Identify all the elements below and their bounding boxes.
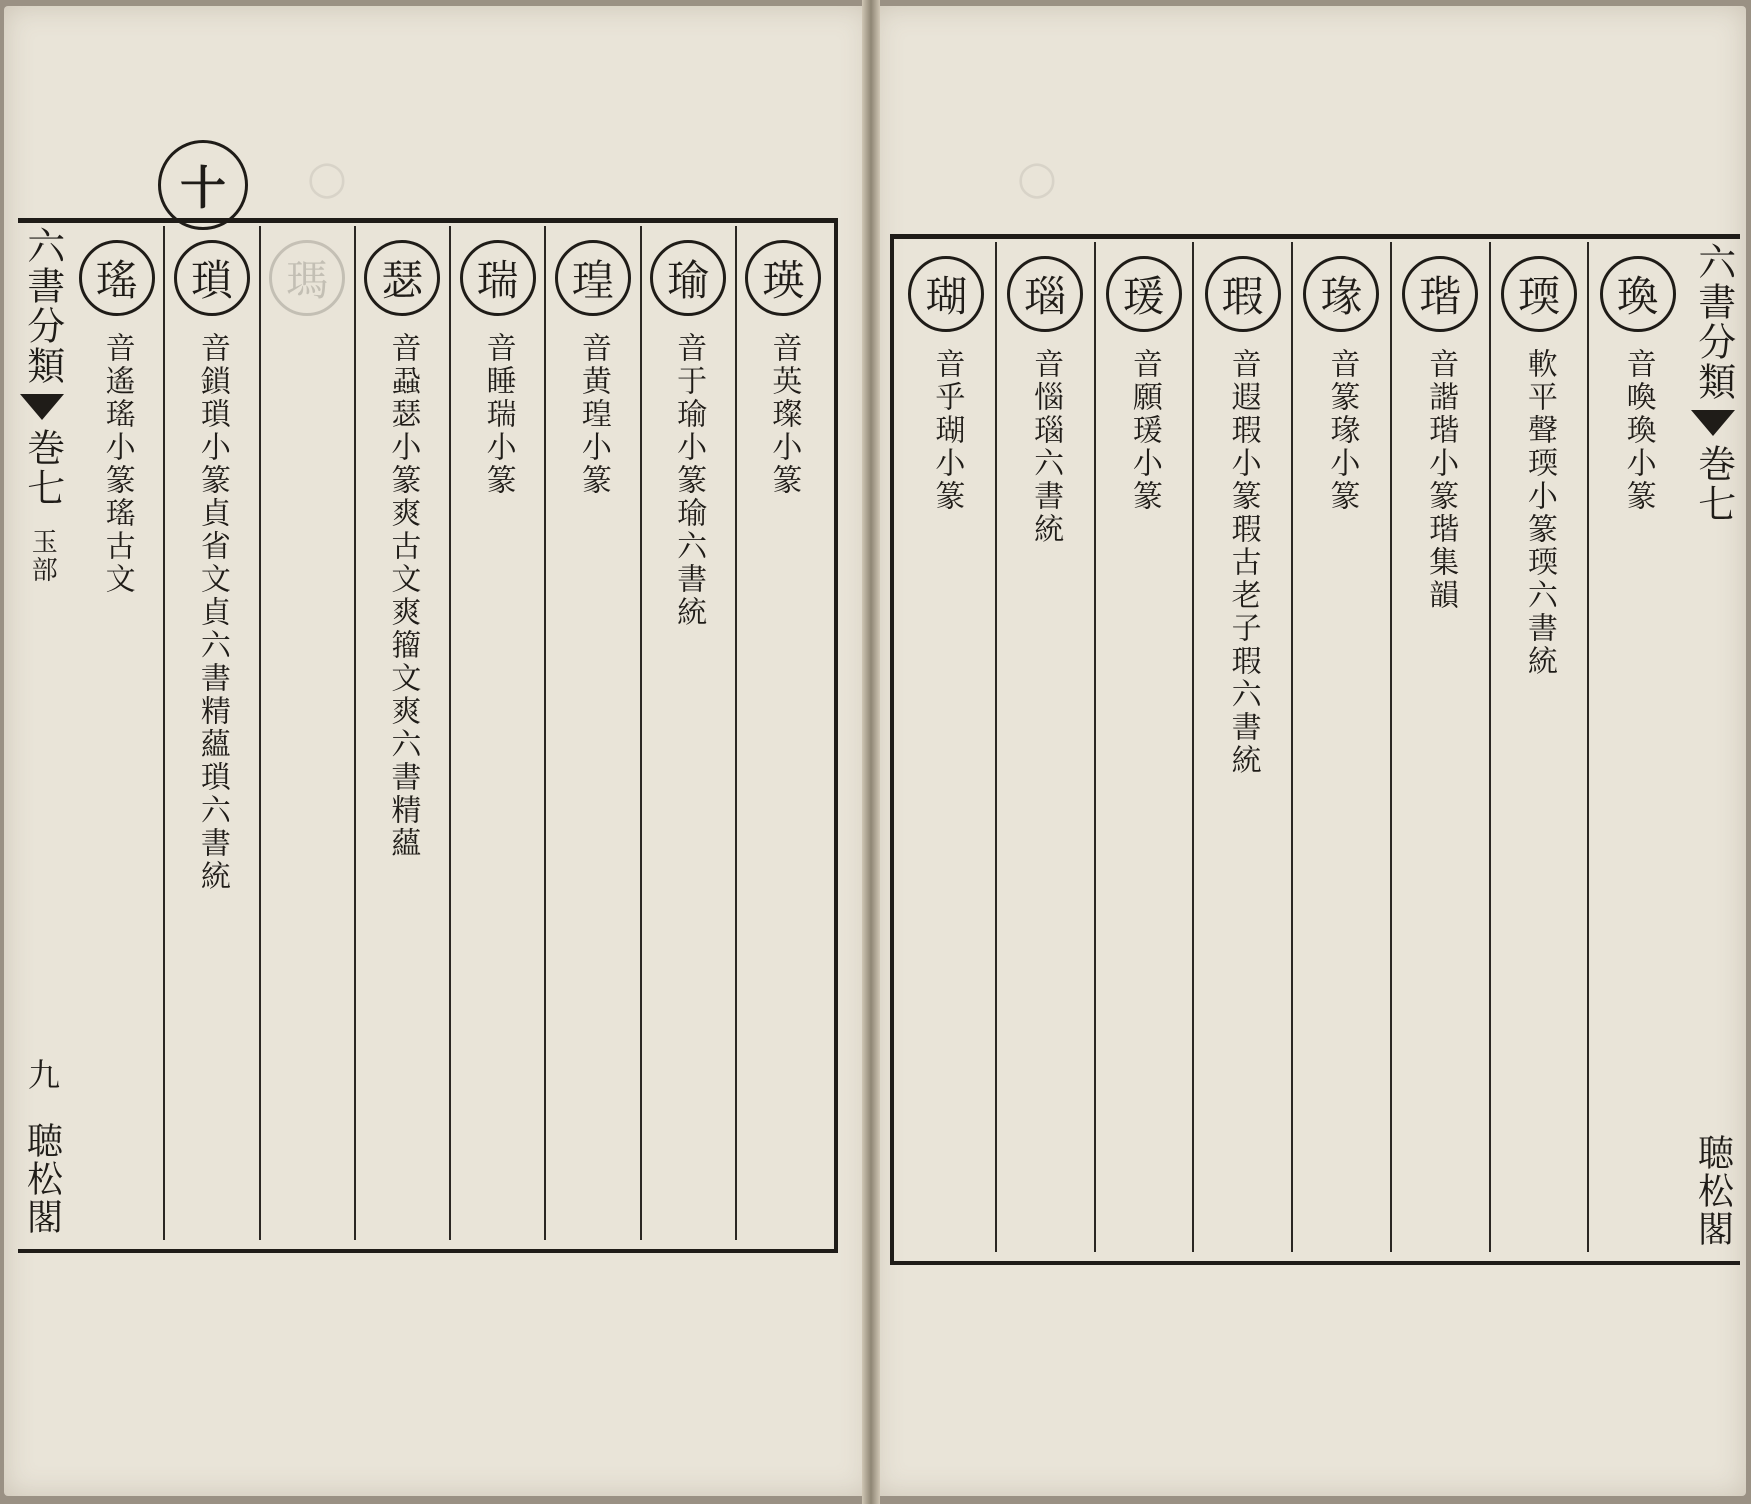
entry-text: 音篆瑑小篆 bbox=[1324, 348, 1360, 513]
entry-column bbox=[449, 226, 544, 1240]
publisher-name: 聴松閣 bbox=[1692, 1134, 1734, 1248]
head-character: 瑚 bbox=[908, 256, 984, 332]
entry-column bbox=[1291, 242, 1390, 1252]
publisher-name: 聴松閣 bbox=[21, 1122, 63, 1236]
entry-text: 音鎖瑣小篆貞省文貞六書精蘊瑣六書統 bbox=[194, 332, 230, 893]
entry-text: 音睡瑞小篆 bbox=[480, 332, 516, 497]
entry-column bbox=[1094, 242, 1193, 1252]
entry-column bbox=[1489, 242, 1588, 1252]
entry-column bbox=[163, 226, 258, 1240]
book-gutter bbox=[862, 0, 880, 1504]
entry-text: 音遙瑤小篆瑤古文 bbox=[99, 332, 135, 596]
head-character: 瑗 bbox=[1106, 256, 1182, 332]
entry-column bbox=[640, 226, 735, 1240]
head-character: 瑞 bbox=[460, 240, 536, 316]
fish-tail-mark bbox=[1691, 410, 1735, 436]
head-character: 瑝 bbox=[555, 240, 631, 316]
fish-tail-mark bbox=[20, 394, 64, 420]
left-entry-columns bbox=[70, 226, 830, 1240]
entry-text: 音諧瑎小篆瑎集韻 bbox=[1423, 348, 1459, 612]
entry-text: 音黄瑝小篆 bbox=[575, 332, 611, 497]
head-character: 瑜 bbox=[650, 240, 726, 316]
entry-text: 音于瑜小篆瑜六書統 bbox=[671, 332, 707, 629]
entry-column bbox=[995, 242, 1094, 1252]
volume-label: 巻七 bbox=[1691, 444, 1736, 524]
section-label: 玉部 bbox=[27, 528, 58, 584]
folio-number: 九 bbox=[23, 1058, 61, 1092]
entry-column bbox=[898, 242, 995, 1252]
entry-text: 音願瑗小篆 bbox=[1126, 348, 1162, 513]
page-number-seal: 十 bbox=[158, 140, 248, 230]
head-character: 瑪 bbox=[269, 240, 345, 316]
book-title: 六書分類 bbox=[1691, 242, 1736, 402]
entry-column bbox=[354, 226, 449, 1240]
entry-column bbox=[544, 226, 639, 1240]
left-margin-strip bbox=[20, 226, 64, 1236]
entry-column bbox=[1587, 242, 1686, 1252]
entry-column bbox=[1192, 242, 1291, 1252]
entry-text: 音惱瑙六書統 bbox=[1028, 348, 1064, 546]
head-character: 瑣 bbox=[174, 240, 250, 316]
right-margin-strip bbox=[1690, 242, 1736, 1248]
entry-text: 音乎瑚小篆 bbox=[929, 348, 965, 513]
entry-text: 軟平聲瑌小篆瑌六書統 bbox=[1521, 348, 1557, 678]
entry-text: 音蝨瑟小篆爽古文爽籀文爽六書精蘊 bbox=[385, 332, 421, 860]
head-character: 瑍 bbox=[1600, 256, 1676, 332]
head-character: 瑤 bbox=[79, 240, 155, 316]
entry-column bbox=[70, 226, 163, 1240]
entry-column bbox=[1390, 242, 1489, 1252]
head-character: 瑑 bbox=[1303, 256, 1379, 332]
book-title: 六書分類 bbox=[20, 226, 65, 386]
head-character: 瑛 bbox=[745, 240, 821, 316]
head-character: 瑌 bbox=[1501, 256, 1577, 332]
entry-text: 音英璨小篆 bbox=[766, 332, 802, 497]
head-character: 瑟 bbox=[364, 240, 440, 316]
entry-column bbox=[735, 226, 830, 1240]
head-character: 瑕 bbox=[1205, 256, 1281, 332]
entry-text: 音遐瑕小篆瑕古老子瑕六書統 bbox=[1225, 348, 1261, 777]
right-entry-columns bbox=[898, 242, 1686, 1252]
entry-column-faint bbox=[259, 226, 354, 1240]
entry-text: 音喚瑍小篆 bbox=[1620, 348, 1656, 513]
head-character: 瑎 bbox=[1402, 256, 1478, 332]
head-character: 瑙 bbox=[1007, 256, 1083, 332]
volume-label: 巻七 bbox=[20, 428, 65, 508]
